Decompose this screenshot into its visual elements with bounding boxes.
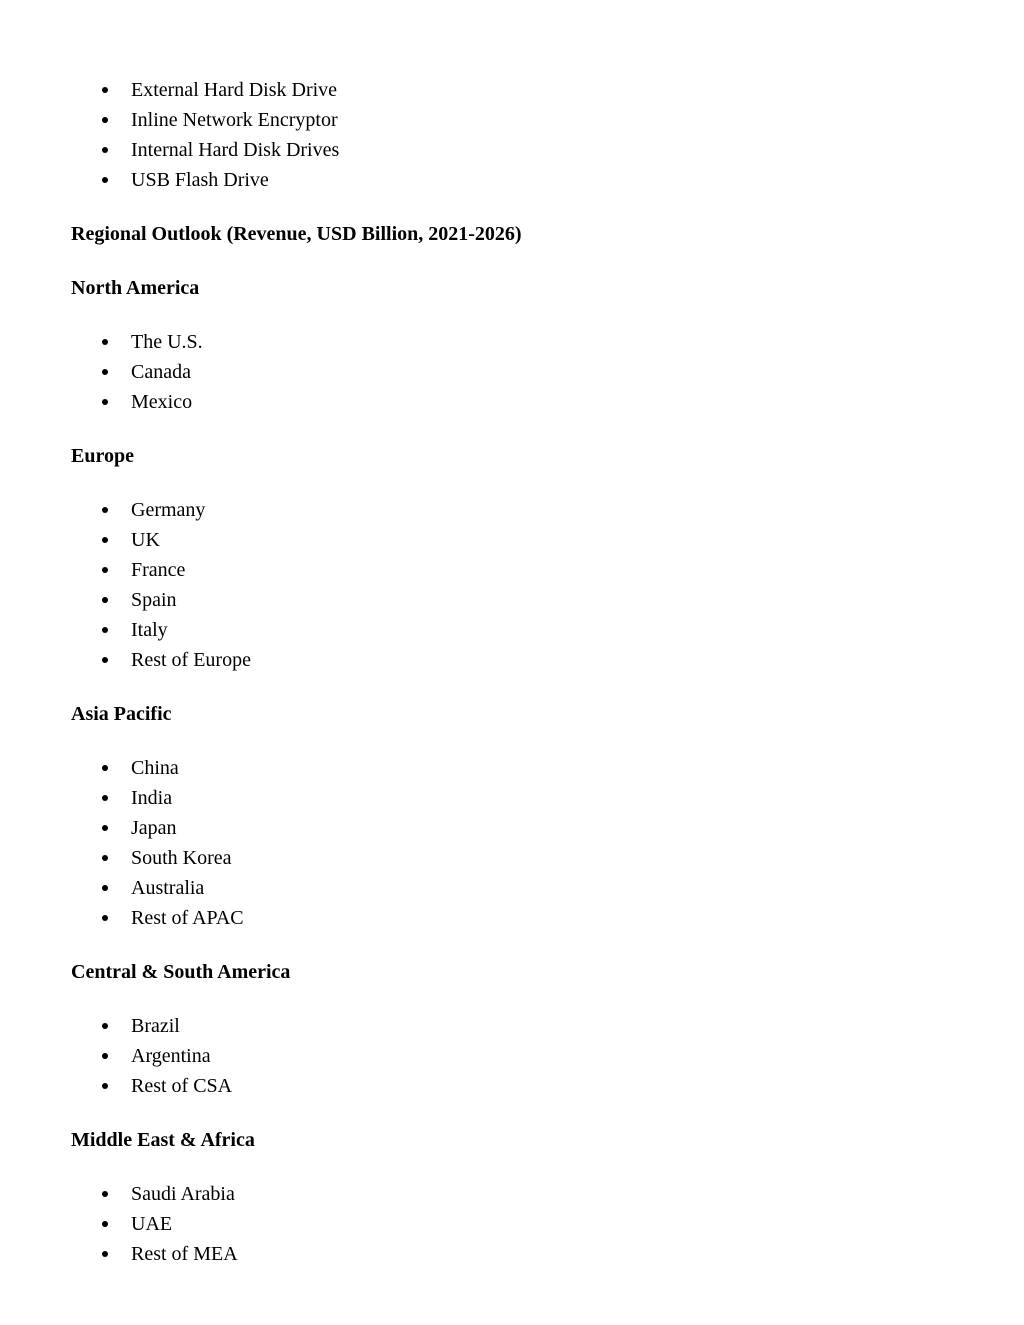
bullet-icon: [102, 369, 108, 375]
bullet-icon: [102, 399, 108, 405]
region-heading-asia-pacific: Asia Pacific: [71, 703, 172, 725]
bullet-icon: [102, 1023, 108, 1029]
list-item: Rest of APAC: [71, 903, 244, 933]
bullet-icon: [102, 117, 108, 123]
bullet-icon: [102, 825, 108, 831]
list-item: The U.S.: [71, 327, 203, 357]
list-item: External Hard Disk Drive: [71, 75, 339, 105]
list-item: UK: [71, 525, 251, 555]
product-list: [71, 75, 339, 195]
list-item: Brazil: [71, 1011, 232, 1041]
list-item: Canada: [71, 357, 203, 387]
bullet-icon: [102, 339, 108, 345]
list-item: Rest of CSA: [71, 1071, 232, 1101]
regional-outlook-heading: Regional Outlook (Revenue, USD Billion, 2021-2026): [71, 223, 522, 245]
bullet-icon: [102, 657, 108, 663]
bullet-icon: [102, 915, 108, 921]
bullet-icon: [102, 1083, 108, 1089]
bullet-icon: [102, 627, 108, 633]
region-list-europe: [71, 495, 251, 675]
list-item: Saudi Arabia: [71, 1179, 238, 1209]
list-item: Spain: [71, 585, 251, 615]
region-list-central-south-america: [71, 1011, 232, 1101]
bullet-icon: [102, 537, 108, 543]
region-list-middle-east-africa: [71, 1179, 238, 1269]
list-item: Mexico: [71, 387, 203, 417]
bullet-icon: [102, 1221, 108, 1227]
bullet-icon: [102, 855, 108, 861]
region-list-north-america: [71, 327, 203, 417]
list-item: Internal Hard Disk Drives: [71, 135, 339, 165]
list-item: Rest of MEA: [71, 1239, 238, 1269]
list-item: Germany: [71, 495, 251, 525]
bullet-icon: [102, 795, 108, 801]
list-item: India: [71, 783, 244, 813]
region-heading-central-south-america: Central & South America: [71, 961, 291, 983]
bullet-icon: [102, 507, 108, 513]
list-item: Japan: [71, 813, 244, 843]
bullet-icon: [102, 147, 108, 153]
bullet-icon: [102, 87, 108, 93]
region-heading-north-america: North America: [71, 277, 200, 299]
bullet-icon: [102, 177, 108, 183]
list-item: Rest of Europe: [71, 645, 251, 675]
bullet-icon: [102, 885, 108, 891]
region-heading-middle-east-africa: Middle East & Africa: [71, 1129, 255, 1151]
region-list-asia-pacific: [71, 753, 244, 933]
list-item: Australia: [71, 873, 244, 903]
bullet-icon: [102, 567, 108, 573]
region-heading-europe: Europe: [71, 445, 134, 467]
list-item: France: [71, 555, 251, 585]
bullet-icon: [102, 1191, 108, 1197]
bullet-icon: [102, 1251, 108, 1257]
list-item: UAE: [71, 1209, 238, 1239]
list-item: China: [71, 753, 244, 783]
list-item: Argentina: [71, 1041, 232, 1071]
list-item: Inline Network Encryptor: [71, 105, 339, 135]
bullet-icon: [102, 1053, 108, 1059]
bullet-icon: [102, 765, 108, 771]
list-item: South Korea: [71, 843, 244, 873]
list-item: USB Flash Drive: [71, 165, 339, 195]
list-item: Italy: [71, 615, 251, 645]
bullet-icon: [102, 597, 108, 603]
